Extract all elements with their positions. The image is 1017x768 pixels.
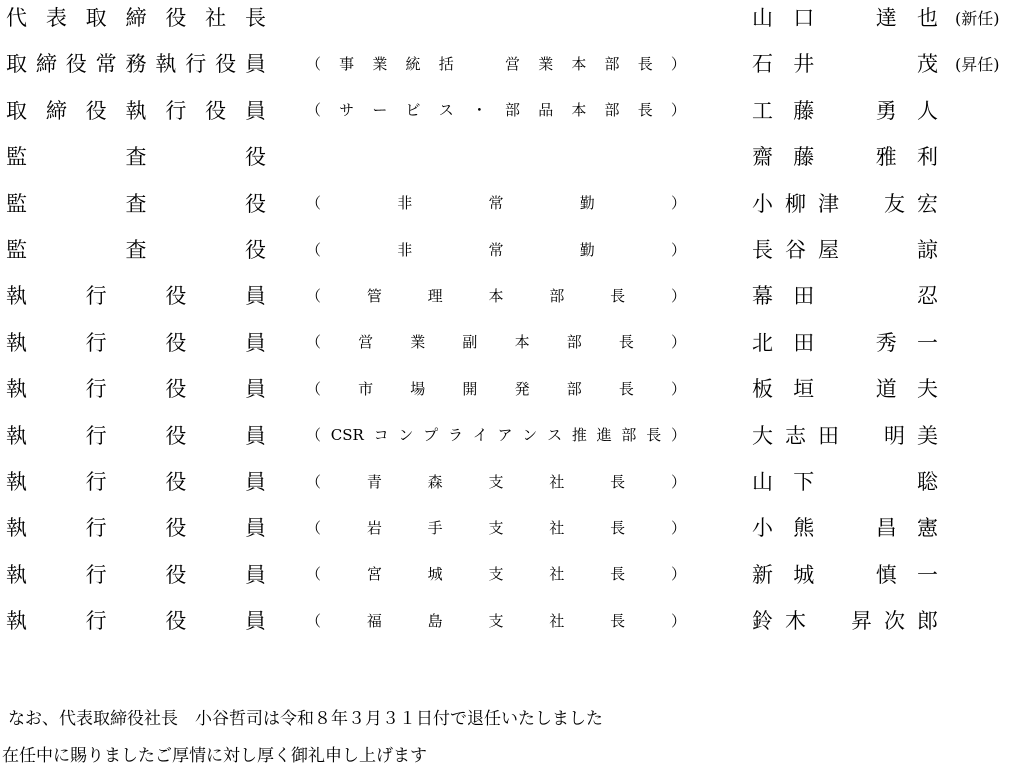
dept-char: 常 [488, 194, 504, 213]
officer-row [0, 0, 1017, 40]
dept-char: ） [670, 379, 686, 398]
dept-char: 部 [566, 333, 582, 352]
name-char: 達 [875, 6, 897, 30]
officer-row [0, 226, 1017, 272]
officer-name [752, 365, 938, 411]
dept-char: 支 [488, 611, 504, 630]
name-char: 口 [793, 6, 815, 30]
officer-title [6, 133, 266, 179]
officer-title [6, 319, 266, 365]
dept-char: 発 [514, 379, 530, 398]
dept-char: 部 [549, 286, 565, 305]
dept-char: （ [306, 333, 322, 352]
dept-char: 本 [571, 101, 587, 120]
name-char: 勇 [875, 98, 897, 123]
dept-char: 支 [488, 472, 504, 491]
officer-row [0, 272, 1017, 318]
title-char: 行 [185, 52, 207, 77]
officer-department [306, 504, 686, 550]
officer-department [306, 87, 686, 133]
name-char: 次 [884, 609, 905, 634]
officer-row [0, 504, 1017, 550]
name-char: 大 [752, 423, 773, 448]
title-char: 員 [245, 52, 266, 77]
title-char: 執 [6, 609, 27, 634]
title-char: 役 [65, 52, 87, 77]
officer-row [0, 458, 1017, 504]
name-char: 鈴 [752, 609, 773, 634]
officer-name [752, 458, 938, 504]
name-char: 城 [793, 562, 815, 587]
dept-char: コ [373, 426, 389, 445]
officer-department [306, 458, 686, 504]
dept-char: 城 [427, 565, 443, 584]
title-char: 役 [165, 284, 187, 309]
title-char: 社 [205, 6, 227, 30]
title-char: 常 [95, 52, 117, 77]
dept-char: ） [670, 565, 686, 584]
dept-char: 支 [488, 518, 504, 537]
officer-title [6, 226, 266, 272]
officer-department [306, 180, 686, 226]
officer-name [752, 0, 938, 40]
title-char: 員 [244, 423, 266, 448]
dept-char: ア [497, 426, 513, 445]
dept-char: イ [472, 426, 488, 445]
name-char: 昇 [851, 609, 872, 634]
officer-name [752, 40, 938, 86]
name-char: 下 [793, 470, 815, 494]
gratitude-note: 在任中に賜りましたご厚情に対し厚く御礼申し上げます [2, 746, 427, 766]
name-char: 新 [752, 562, 773, 587]
name-char: 諒 [917, 238, 938, 262]
officer-department [306, 597, 686, 643]
title-char: 役 [165, 516, 187, 541]
dept-char: 本 [488, 286, 504, 305]
dept-char: 長 [637, 101, 653, 120]
title-char: 行 [85, 423, 107, 448]
officer-title [6, 87, 266, 133]
officer-row [0, 551, 1017, 597]
officer-row [0, 40, 1017, 86]
dept-char: CSR [330, 425, 364, 444]
name-char: 昌 [875, 516, 897, 541]
name-char: 田 [818, 423, 839, 448]
name-char: 也 [917, 6, 938, 30]
dept-char: 業 [538, 54, 554, 73]
officer-row [0, 133, 1017, 179]
dept-char: （ [306, 518, 322, 537]
officer-row [0, 319, 1017, 365]
title-char: 行 [85, 284, 107, 309]
officer-name [752, 226, 938, 272]
dept-char: 青 [366, 472, 382, 491]
officer-title [6, 412, 266, 458]
officer-department [306, 40, 686, 86]
officer-title [6, 180, 266, 226]
dept-char: 開 [462, 379, 478, 398]
title-char: 員 [244, 516, 266, 541]
dept-char: 統 [405, 54, 421, 73]
officer-name [752, 597, 938, 643]
dept-char: ス [547, 426, 563, 445]
dept-char: プ [423, 426, 439, 445]
dept-char: ン [398, 426, 414, 445]
title-char: 表 [45, 6, 67, 30]
name-char: 茂 [917, 52, 938, 77]
dept-char: （ [306, 286, 322, 305]
name-char: 美 [917, 423, 938, 448]
dept-char: 場 [410, 379, 426, 398]
officer-name [752, 319, 938, 365]
dept-char: 業 [410, 333, 426, 352]
officer-row [0, 365, 1017, 411]
dept-char: 常 [488, 240, 504, 259]
title-char: 監 [6, 191, 27, 216]
title-char: 行 [85, 377, 107, 402]
name-char: 一 [917, 330, 938, 355]
dept-char: （ [306, 101, 322, 120]
name-char: 山 [752, 470, 773, 494]
title-char: 行 [85, 562, 107, 587]
title-char: 査 [125, 145, 147, 170]
title-char: 役 [85, 98, 107, 123]
dept-char: 長 [610, 611, 626, 630]
name-char: 長 [752, 238, 773, 262]
dept-char: （ [306, 379, 322, 398]
title-char: 員 [244, 330, 266, 355]
title-char: 執 [125, 98, 147, 123]
name-char: 友 [884, 191, 905, 216]
name-char: 道 [875, 377, 897, 402]
dept-char: 福 [366, 611, 382, 630]
dept-char: 非 [397, 240, 413, 259]
dept-char: 部 [566, 379, 582, 398]
dept-char: 本 [571, 54, 587, 73]
title-char: 役 [165, 609, 187, 634]
title-char: 役 [245, 191, 266, 216]
dept-char: 副 [462, 333, 478, 352]
officer-title [6, 365, 266, 411]
dept-char: 社 [549, 565, 565, 584]
dept-char: 管 [366, 286, 382, 305]
officer-name [752, 504, 938, 550]
dept-char: ） [670, 240, 686, 259]
title-char: 員 [244, 562, 266, 587]
name-char: 谷 [785, 238, 806, 262]
title-char: 執 [155, 52, 177, 77]
officer-department [306, 551, 686, 597]
officer-status: (新任) [955, 8, 1000, 28]
dept-char: 長 [610, 518, 626, 537]
dept-char: （ [306, 472, 322, 491]
title-char: 務 [125, 52, 147, 77]
title-char: 役 [165, 470, 187, 494]
dept-char: ン [522, 426, 538, 445]
name-char: 秀 [875, 330, 897, 355]
dept-char: 社 [549, 611, 565, 630]
dept-char: 理 [427, 286, 443, 305]
name-char: 一 [917, 562, 938, 587]
dept-char: 本 [514, 333, 530, 352]
title-char: 執 [6, 470, 27, 494]
name-char: 慎 [875, 562, 897, 587]
officer-department [306, 272, 686, 318]
officer-title [6, 458, 266, 504]
officer-name [752, 412, 938, 458]
dept-char: （ [306, 194, 322, 213]
title-char: 査 [125, 191, 147, 216]
officer-row [0, 180, 1017, 226]
title-char: 役 [245, 145, 266, 170]
name-char: 屋 [818, 238, 839, 262]
title-char: 役 [165, 6, 187, 30]
officer-title [6, 272, 266, 318]
dept-char: ） [670, 426, 686, 445]
dept-char: 森 [427, 472, 443, 491]
dept-char: （ [306, 611, 322, 630]
title-char: 員 [244, 377, 266, 402]
officer-department [306, 319, 686, 365]
dept-char: 長 [637, 54, 653, 73]
retirement-note: なお、代表取締役社長 小谷哲司は令和８年３月３１日付で退任いたしました [8, 709, 603, 729]
dept-char: 括 [438, 54, 454, 73]
name-char: 山 [752, 6, 773, 30]
officer-department [306, 412, 686, 458]
name-char: 北 [752, 330, 773, 355]
title-char: 締 [125, 6, 147, 30]
dept-char: 部 [505, 101, 521, 120]
name-char: 夫 [917, 377, 938, 402]
name-char: 小 [752, 191, 773, 216]
title-char: 執 [6, 330, 27, 355]
title-char: 行 [85, 470, 107, 494]
dept-char: ） [670, 54, 686, 73]
name-char: 宏 [917, 191, 938, 216]
name-char: 田 [793, 284, 815, 309]
dept-char: 手 [427, 518, 443, 537]
dept-char: 部 [621, 426, 637, 445]
officer-name [752, 133, 938, 179]
name-char: 藤 [793, 98, 815, 123]
title-char: 員 [244, 470, 266, 494]
dept-char: ） [670, 286, 686, 305]
dept-char: 営 [505, 54, 521, 73]
dept-char: 社 [549, 518, 565, 537]
name-char: 忍 [917, 284, 938, 309]
dept-char: ） [670, 101, 686, 120]
dept-char: ） [670, 194, 686, 213]
officer-row [0, 412, 1017, 458]
dept-char: 長 [646, 426, 662, 445]
title-char: 執 [6, 562, 27, 587]
dept-char: ） [670, 518, 686, 537]
name-char: 幕 [752, 284, 773, 309]
dept-char: 岩 [366, 518, 382, 537]
dept-char: ） [670, 611, 686, 630]
name-char: 藤 [793, 145, 815, 170]
dept-char: 長 [610, 565, 626, 584]
dept-char: 進 [596, 426, 612, 445]
title-char: 行 [165, 98, 187, 123]
dept-char: ー [372, 101, 388, 120]
name-char: 津 [818, 191, 839, 216]
name-char: 利 [917, 145, 938, 170]
officer-row [0, 597, 1017, 643]
title-char: 締 [45, 98, 67, 123]
title-char: 執 [6, 377, 27, 402]
officer-title [6, 0, 266, 40]
officer-status: (昇任) [955, 54, 1000, 74]
title-char: 役 [165, 562, 187, 587]
officer-title [6, 504, 266, 550]
dept-char: ラ [447, 426, 463, 445]
name-char: 雅 [875, 145, 897, 170]
officer-name [752, 180, 938, 226]
dept-char: 業 [372, 54, 388, 73]
title-char: 監 [6, 145, 27, 170]
dept-char: 推 [571, 426, 587, 445]
title-char: 査 [125, 238, 147, 262]
title-char: 役 [215, 52, 237, 77]
title-char: 役 [165, 377, 187, 402]
name-char: 憲 [917, 516, 938, 541]
dept-char: 非 [397, 194, 413, 213]
dept-char: 島 [427, 611, 443, 630]
title-char: 執 [6, 284, 27, 309]
name-char: 明 [884, 423, 905, 448]
dept-char: サ [339, 101, 355, 120]
name-char: 石 [752, 52, 773, 77]
officer-title [6, 551, 266, 597]
dept-char: （ [306, 54, 322, 73]
name-char: 柳 [785, 191, 806, 216]
name-char: 小 [752, 516, 773, 541]
dept-char: 部 [604, 101, 620, 120]
dept-char: 勤 [579, 194, 595, 213]
name-char: 志 [785, 423, 806, 448]
title-char: 取 [85, 6, 107, 30]
title-char: 行 [85, 330, 107, 355]
dept-char: 勤 [579, 240, 595, 259]
title-char: 締 [35, 52, 57, 77]
dept-char: （ [306, 240, 322, 259]
title-char: 役 [205, 98, 227, 123]
dept-char: 支 [488, 565, 504, 584]
name-char: 聡 [917, 470, 938, 494]
title-char: 役 [165, 423, 187, 448]
title-char: 員 [244, 609, 266, 634]
dept-char: （ [306, 565, 322, 584]
name-char: 郎 [917, 609, 938, 634]
dept-char: 事 [339, 54, 355, 73]
officer-title [6, 597, 266, 643]
officer-department [306, 226, 686, 272]
title-char: 行 [85, 609, 107, 634]
dept-char: 長 [618, 379, 634, 398]
dept-char: （ [306, 426, 322, 445]
title-char: 取 [6, 98, 27, 123]
dept-char: 部 [604, 54, 620, 73]
dept-char: ） [670, 333, 686, 352]
officer-name [752, 551, 938, 597]
name-char: 田 [793, 330, 815, 355]
title-char: 役 [165, 330, 187, 355]
dept-char: 社 [549, 472, 565, 491]
title-char: 代 [6, 6, 27, 30]
dept-char: 営 [358, 333, 374, 352]
name-char: 工 [752, 98, 773, 123]
title-char: 役 [245, 238, 266, 262]
title-char: 長 [244, 6, 266, 30]
name-char: 人 [917, 98, 938, 123]
officer-department [306, 365, 686, 411]
title-char: 取 [6, 52, 27, 77]
dept-char: ビ [405, 101, 421, 120]
title-char: 監 [6, 238, 27, 262]
name-char: 垣 [793, 377, 815, 402]
dept-char: 長 [610, 286, 626, 305]
dept-char: ） [670, 472, 686, 491]
officer-name [752, 87, 938, 133]
dept-char: ・ [471, 101, 487, 120]
name-char: 齋 [752, 145, 773, 170]
dept-char: 品 [538, 101, 554, 120]
name-char: 井 [793, 52, 815, 77]
title-char: 執 [6, 423, 27, 448]
officer-name [752, 272, 938, 318]
officer-row [0, 87, 1017, 133]
dept-char: 長 [618, 333, 634, 352]
title-char: 員 [244, 98, 266, 123]
name-char: 板 [752, 377, 773, 402]
name-char: 熊 [793, 516, 815, 541]
dept-char: 市 [358, 379, 374, 398]
dept-char: 長 [610, 472, 626, 491]
dept-char: ス [438, 101, 454, 120]
dept-char: 宮 [366, 565, 382, 584]
title-char: 執 [6, 516, 27, 541]
officer-title [6, 40, 266, 86]
title-char: 行 [85, 516, 107, 541]
name-char: 木 [785, 609, 806, 634]
title-char: 員 [244, 284, 266, 309]
